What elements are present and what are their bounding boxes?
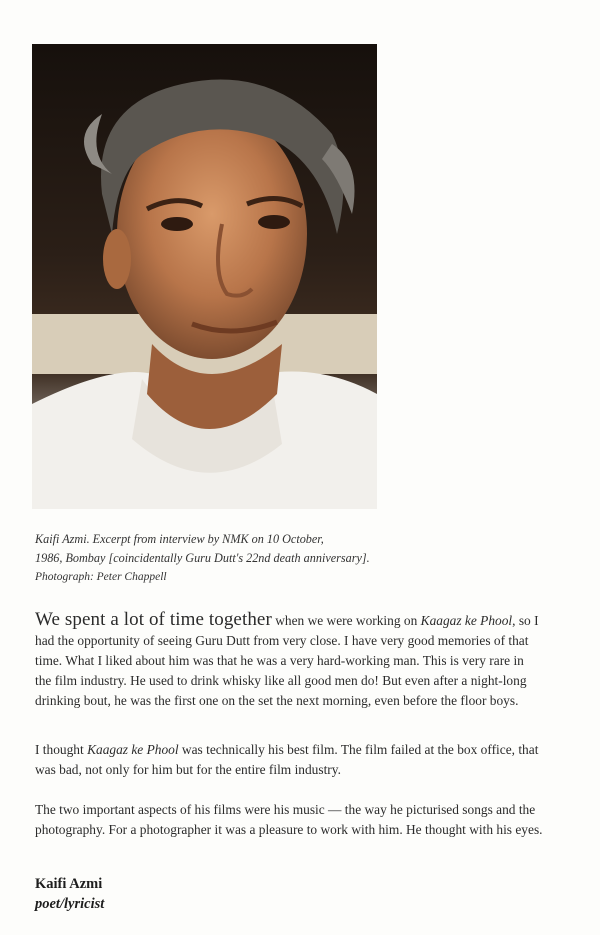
p2-text-b: was technically his best film. The film failed at the box office, that was bad, not only for him but for the entire film industry. — [35, 742, 539, 777]
film-title: Kaagaz ke Phool — [420, 613, 513, 628]
lead-in: We spent a lot of time together — [35, 609, 272, 630]
p1-text-a: when we were working on — [271, 613, 421, 628]
photo-caption — [35, 530, 555, 587]
p2-text-a: I thought — [35, 742, 88, 757]
author-name: Kaifi Azmi — [35, 876, 103, 892]
portrait-illustration — [32, 44, 377, 509]
paragraph-1 — [35, 610, 543, 711]
paragraph-2 — [35, 740, 543, 780]
photo-credit: Photograph: Peter Chappell — [35, 571, 167, 583]
paragraph-3: The two important aspects of his films were his music — the way he picturised songs and the photography. For a photographer it was a pleasure to work with him. He thought with his eyes. — [35, 802, 543, 837]
p1-text-b: , so I had the opportunity of seeing Guru Dutt from very close. I have very good memories of that time. What I liked about him was that he was a very hard-working man. This is very rare in the film industry. He used to drink whisky like all good men do! But even after a night-long drinking bout, he was the first one on the set the next morning, even before the floor boys. — [35, 613, 539, 708]
film-title: Kaagaz ke Phool — [87, 742, 179, 757]
caption-line-2: 1986, Bombay [coincidentally Guru Dutt's 22nd death anniversary]. — [35, 551, 370, 565]
author-role: poet/lyricist — [35, 896, 105, 912]
portrait-photo — [32, 44, 377, 509]
caption-line-1: Kaifi Azmi. Excerpt from interview by NMK on 10 October, — [35, 532, 324, 546]
